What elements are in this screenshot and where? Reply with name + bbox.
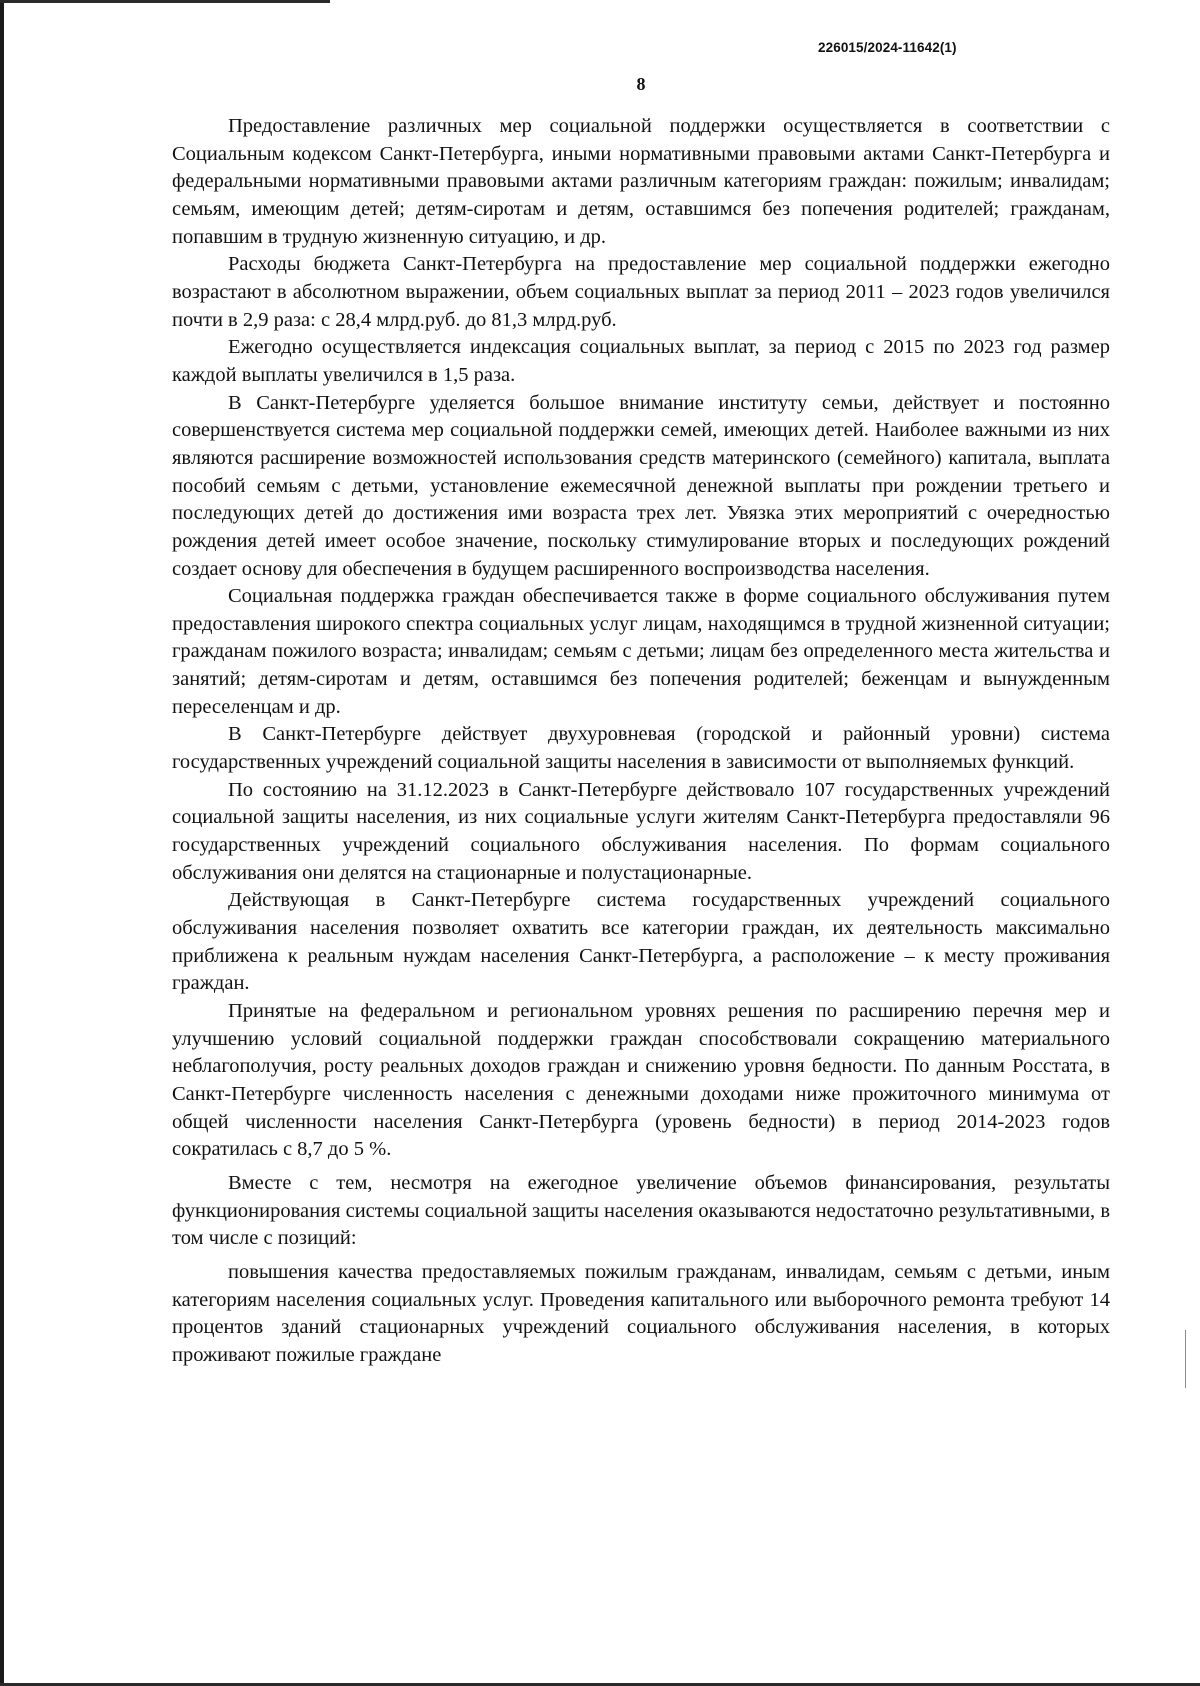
document-body: [172, 113, 1110, 1370]
scan-edge-top: [0, 0, 330, 3]
paragraph-two-level-system: В Санкт-Петербурге действует двухуровневая (городской и районный уровни) система государственных учреждений социальной защиты населения в зависимости от выполняемых функций.: [172, 723, 1110, 774]
paragraph-quality-improvement: повышения качества предоставляемых пожилым гражданам, инвалидам, семьям с детьми, иным категориям населения социальных услуг. Проведения капитального или выборочного ремонта требуют 14 процентов зданий стационарных учреждений социального обслуживания населения, в которых проживают пожилые граждане: [172, 1260, 1110, 1366]
paragraph-indexation: Ежегодно осуществляется индексация социальных выплат, за период с 2015 по 2023 год размер каждой выплаты увеличился в 1,5 раза.: [172, 336, 1110, 386]
paragraph-family-support: В Санкт-Петербурге уделяется большое внимание институту семьи, действует и постоянно совершенствуется система мер социальной поддержки семей, имеющих детей. Наиболее важными из них являются расширение возможностей использования средств материнского (семейного) капитала, выплата пособий семьям с детьми, установление ежемесячной денежной выплаты при рождении третьего и последующих детей до достижения ими возраста трех лет. Увязка этих мероприятий с очередностью рождения детей имеет особое значение, поскольку стимулирование вторых и последующих рождений создает основу для обеспечения в будущем расширенного воспроизводства населения.: [172, 391, 1110, 580]
paragraph-poverty-reduction: Принятые на федеральном и региональном уровнях решения по расширению перечня мер и улучшению условий социальной поддержки граждан способствовали сокращению материального неблагополучия, росту реальных доходов граждан и снижению уровня бедности. По данным Росстата, в Санкт-Петербурге численность населения с денежными доходами ниже прожиточного минимума от общей численности населения Санкт-Петербурга (уровень бедности) в период 2014-2023 годов сократилась с 8,7 до 5 %.: [172, 1000, 1110, 1161]
paragraph-insufficient-results: Вместе с тем, несмотря на ежегодное увеличение объемов финансирования, результаты функционирования системы социальной защиты населения оказываются недостаточно результативными, в том числе с позиций:: [172, 1171, 1110, 1250]
paragraph-institutions-count: По состоянию на 31.12.2023 в Санкт-Петербурге действовало 107 государственных учреждений социальной защиты населения, из них социальные услуги жителям Санкт-Петербурга предоставляли 96 государственных учреждений социального обслуживания населения. По формам социального обслуживания они делятся на стационарные и полустационарные.: [172, 778, 1110, 884]
paragraph-system-coverage: Действующая в Санкт-Петербурге система государственных учреждений социального обслуживания населения позволяет охватить все категории граждан, их деятельность максимально приближена к реальным нуждам населения Санкт-Петербурга, а расположение – к месту проживания граждан.: [172, 889, 1110, 995]
page-number: 8: [636, 74, 646, 94]
scan-margin-mark: [1185, 1330, 1186, 1388]
document-number: 226015/2024-11642(1): [818, 40, 957, 55]
scan-edge-left: [0, 0, 4, 1686]
paragraph-social-support-measures: Предоставление различных мер социальной поддержки осуществляется в соответствии с Социальным кодексом Санкт-Петербурга, иными нормативными правовыми актами Санкт-Петербурга и федеральными нормативными правовыми актами различным категориям граждан: пожилым; инвалидам; семьям, имеющим детей; детям-сиротам и детям, оставшимся без попечения родителей; гражданам, попавшим в трудную жизненную ситуацию, и др.: [172, 115, 1110, 248]
paragraph-social-services: Социальная поддержка граждан обеспечивается также в форме социального обслуживания путем предоставления широкого спектра социальных услуг лицам, находящимся в трудной жизненной ситуации; гражданам пожилого возраста; инвалидам; семьям с детьми; лицам без определенного места жительства и занятий; детям-сиротам и детям, оставшимся без попечения родителей; беженцам и вынужденным переселенцам и др.: [172, 585, 1110, 718]
paragraph-budget-expenses: Расходы бюджета Санкт-Петербурга на предоставление мер социальной поддержки ежегодно возрастают в абсолютном выражении, объем социальных выплат за период 2011 – 2023 годов увеличился почти в 2,9 раза: с 28,4 млрд.руб. до 81,3 млрд.руб.: [172, 253, 1110, 331]
